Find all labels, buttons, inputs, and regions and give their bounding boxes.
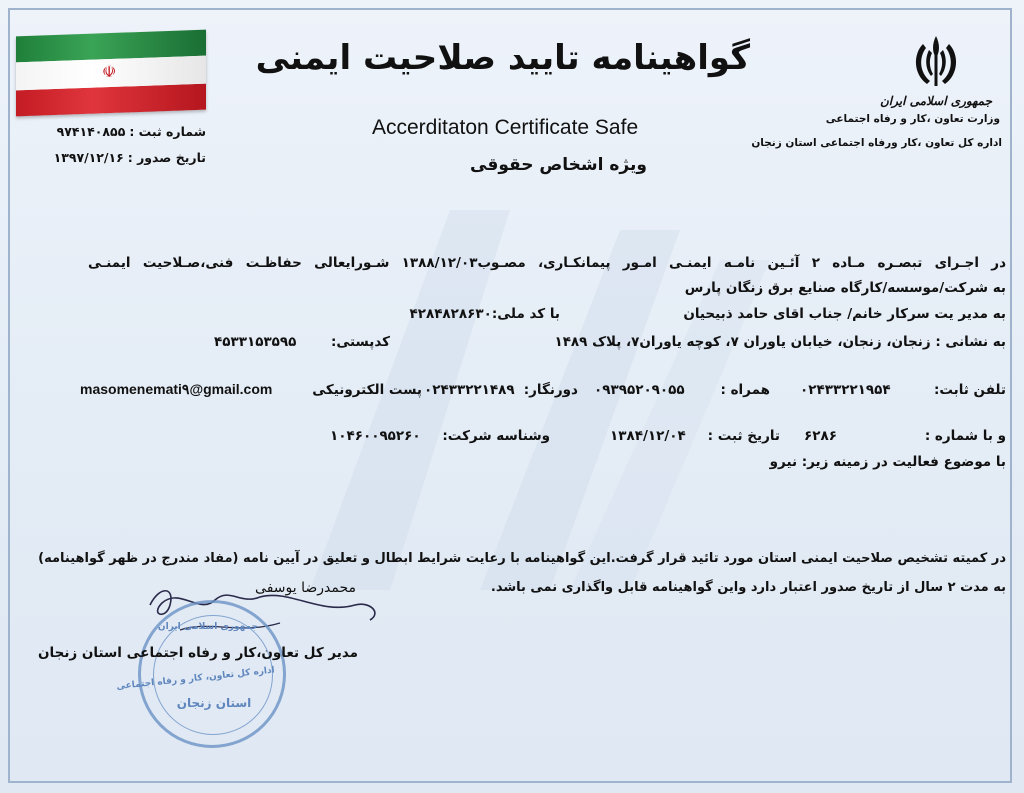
national-code-row	[400, 306, 560, 322]
company-id-label: وشناسه شرکت:	[442, 428, 550, 444]
org-province-office: اداره کل تعاون ،کار ورفاه اجتماعی استان زنجان	[751, 137, 1002, 149]
email-label: پست الکترونیکی	[312, 382, 422, 398]
national-code: ۴۲۸۴۸۲۸۶۳۰	[409, 306, 492, 322]
address-label: به نشانی :	[935, 334, 1006, 350]
issue-date-row	[16, 150, 206, 165]
mobile-label: همراه :	[720, 382, 770, 398]
approval-line-1: در کمیته تشخیص صلاحیت ایمنی استان مورد تائید قرار گرفت.این گواهینامه با رعایت شرایط ابطال و تعلیق در آیین نامه (مفاد مندرج در ظهر گواهینامه)	[38, 551, 1006, 566]
national-code-label: با کد ملی:	[491, 306, 560, 322]
address: زنجان، زنجان، خیابان یاوران ۷، کوچه یاوران۷، پلاک ۱۴۸۹	[554, 334, 931, 350]
fax: ۰۲۴۳۳۲۲۱۴۸۹	[424, 382, 515, 398]
company-id: ۱۰۴۶۰۰۹۵۲۶۰	[330, 428, 421, 444]
issue-date: ۱۳۹۷/۱۲/۱۶	[53, 150, 124, 165]
org-ministry: وزارت تعاون ،کار و رفاه اجتماعی	[825, 113, 1000, 125]
address-row	[554, 334, 1006, 350]
reg-number-label: و با شماره :	[924, 428, 1006, 444]
certificate-subtitle: ویژه اشخاص حقوقی	[470, 155, 647, 175]
phone-label: تلفن ثابت:	[933, 382, 1006, 398]
reg-number: ۶۲۸۶	[804, 428, 837, 444]
reg-date: ۱۳۸۴/۱۲/۰۴	[610, 428, 686, 444]
phone: ۰۲۴۳۳۲۲۱۹۵۴	[800, 382, 891, 398]
intro-text: در اجـرای تبصـره مـاده ۲ آئـین نامـه ایمنـی امـور پیمانکـاری، مصـوب۱۳۸۸/۱۲/۰۳ شـورایعالی حفاظـت فنی،صـلاحیت ایمنـی	[88, 255, 1006, 271]
registration-number: ۹۷۴۱۴۰۸۵۵	[56, 124, 126, 139]
issue-date-label: تاریخ صدور :	[127, 150, 206, 165]
signatory-position: مدیر کل تعاون،کار و رفاه اجتماعی استان زنجان	[38, 645, 358, 661]
mobile: ۰۹۳۹۵۲۰۹۰۵۵	[594, 382, 685, 398]
org-country: جمهوری اسلامی ایران	[879, 94, 993, 108]
reg-date-label: تاریخ ثبت :	[707, 428, 780, 444]
approval-line-2: به مدت ۲ سال از تاریخ صدور اعتبار دارد واین گواهینامه قابل واگذاری نمی باشد.	[490, 580, 1006, 595]
email: masomenemati۹@gmail.com	[80, 381, 273, 397]
postal-code: ۴۵۳۳۱۵۳۵۹۵	[214, 334, 297, 350]
english-title: Accerditaton Certificate Safe	[372, 116, 639, 139]
stamp-top-text: جمهوری اسلامی ایران	[157, 622, 258, 632]
postal-label: کدپستی:	[330, 334, 390, 350]
signatory-name: محمدرضا یوسفی	[255, 580, 356, 596]
activity-line: با موضوع فعالیت در زمینه زیر: نیرو	[769, 454, 1006, 470]
stamp-bottom-text: استان زنجان	[176, 696, 252, 710]
stamp-middle-text: اداره کل تعاون، کار و رفاه اجتماعی	[116, 665, 276, 693]
page-title: گواهینامه تایید صلاحیت ایمنی	[255, 38, 750, 78]
iran-emblem-icon	[905, 30, 967, 92]
registration-number-label: شماره ثبت :	[129, 124, 206, 139]
fax-label: دورنگار:	[523, 382, 578, 398]
registration-number-row	[16, 124, 206, 139]
manager-line: به مدیر یت سرکار خانم/ جناب اقای حامد ذبیحیان	[683, 306, 1006, 322]
iran-flag-icon: ☫	[16, 30, 206, 117]
company-line: به شرکت/موسسه/کارگاه صنایع برق زنگان پارس	[684, 280, 1006, 296]
